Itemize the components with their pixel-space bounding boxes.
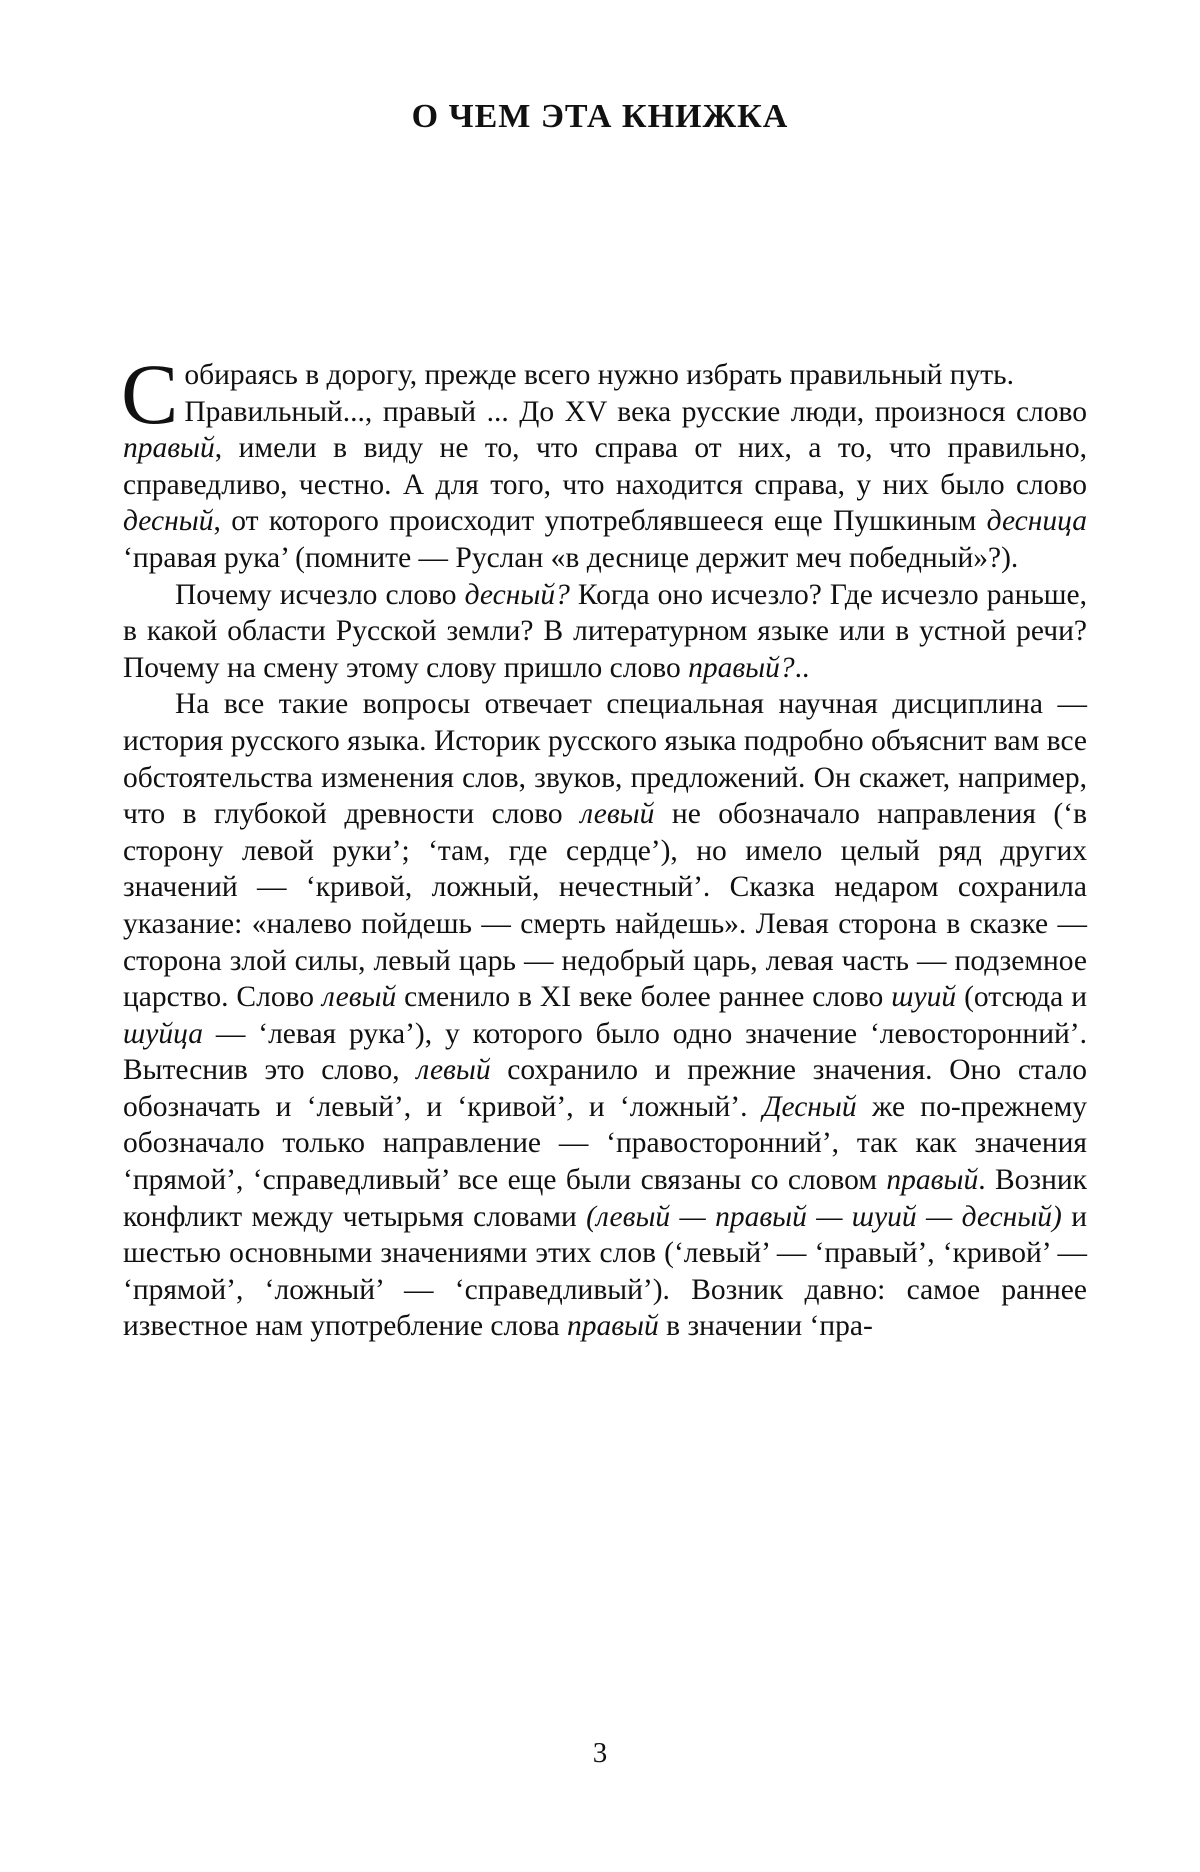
paragraph-2 bbox=[123, 394, 1087, 577]
body-text bbox=[121, 346, 1088, 1345]
text-run: в значении ‘пра- bbox=[658, 1310, 873, 1343]
italic-term: левый bbox=[416, 1054, 491, 1087]
text-run: ‘правая рука’ (помните — Руслан «в деснице держит меч победный»?). bbox=[123, 541, 1019, 574]
text-run: Почему исчезло слово bbox=[175, 578, 465, 611]
italic-term: шуий bbox=[891, 981, 957, 1014]
page-number: 3 bbox=[592, 1737, 608, 1769]
text-run: — ‘левая рука’), у которого было одно значение ‘левосторонний’. Вытеснив это слово, bbox=[123, 1017, 1087, 1087]
chapter-title: О ЧЕМ ЭТА КНИЖКА bbox=[411, 98, 789, 135]
paragraph-3 bbox=[123, 577, 1087, 687]
italic-term: правый bbox=[886, 1164, 979, 1197]
italic-term: левый bbox=[322, 981, 397, 1014]
text-run: же по-прежнему обозначало только направление — ‘правосторонний’, так как значения ‘прямой’, ‘справедливый’ все еще были связаны со словом bbox=[123, 1090, 1087, 1197]
italic-term: Десный bbox=[762, 1090, 857, 1123]
text-run: сохранило и прежние значения. Оно стало обозначать и ‘левый’, и ‘кривой’, и ‘ложный’. bbox=[123, 1054, 1087, 1123]
italic-term: десный? bbox=[464, 578, 570, 611]
text-run: .. bbox=[794, 651, 810, 684]
text-run: и шестью основными значениями этих слов (‘левый’ — ‘правый’, ‘кривой’ — ‘прямой’, ‘ложный’ — ‘справедливый’). Возник давно: самое раннее известное нам употребление слова bbox=[123, 1200, 1087, 1343]
text-run: Когда оно исчезло? Где исчезло раньше, в какой области Русской земли? В литературном языке или в устной речи? Почему на смену этому слову пришло слово bbox=[123, 578, 1087, 684]
text-run: обираясь в дорогу, прежде всего нужно избрать правильный путь. bbox=[184, 359, 1014, 391]
italic-term: левый bbox=[580, 798, 655, 831]
italic-term: правый bbox=[567, 1310, 659, 1343]
text-run: не обозначало направления (‘в сторону левой руки’; ‘там, где сердце’), но имело целый ряд других значений — ‘кривой, ложный, нечестный’. Сказка недаром сохранила указание: «налево пойдешь — смерть найдешь». Левая сторона в сказке — сторона злой силы, левый царь — недобрый царь, левая часть — подземное царство. Слово bbox=[123, 798, 1088, 1014]
text-run: . Возник конфликт между четырьмя словами bbox=[123, 1164, 1087, 1233]
italic-term: (левый — правый — шуий — десный) bbox=[586, 1200, 1062, 1233]
italic-term: правый bbox=[123, 432, 215, 465]
paragraph-4 bbox=[123, 686, 1087, 1345]
text-run: Правильный..., правый ... До XV века русские люди, произнося слово bbox=[184, 395, 1087, 428]
text-run: , имели в виду не то, что справа от них, а то, что правильно, справедливо, честно. А для того, что находится справа, у них было слово bbox=[123, 432, 1087, 501]
italic-term: десница bbox=[986, 505, 1087, 538]
text-run: На все такие вопросы отвечает специальная научная дисциплина — история русского языка. Историк русского языка подробно объяснит вам все обстоятельства изменения слов, звуков, предложений. Он скажет, например, что в глубокой древности слово bbox=[123, 688, 1087, 831]
drop-cap-initial: С bbox=[121, 346, 179, 442]
italic-term: правый? bbox=[688, 651, 795, 684]
text-run: (отсюда и bbox=[956, 981, 1087, 1014]
italic-term: десный bbox=[123, 505, 214, 538]
text-run: сменило в XI веке более раннее слово bbox=[396, 981, 892, 1014]
text-run: , от которого происходит употреблявшееся еще Пушкиным bbox=[213, 505, 987, 538]
italic-term: шуйца bbox=[123, 1017, 203, 1050]
